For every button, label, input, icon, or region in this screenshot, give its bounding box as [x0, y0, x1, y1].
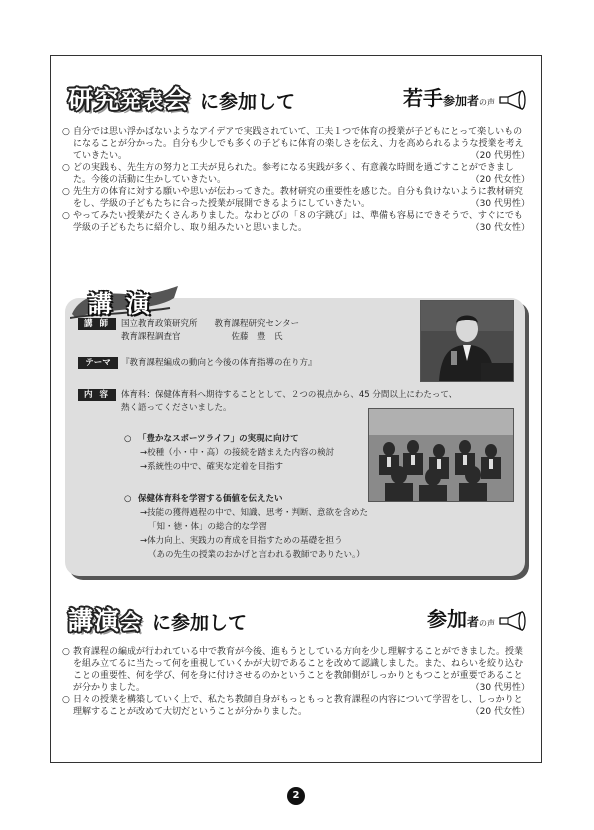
content-line: 熱く語ってくださいました。	[121, 403, 232, 413]
lecture-title: 講演	[88, 289, 164, 318]
point2-item: （あの先生の授業のおかげと言われる教師でありたい。）	[148, 550, 365, 560]
section1-title-part: 発表	[120, 88, 165, 113]
comment-attribution: （30 代男性）	[470, 683, 530, 693]
comment-text: 自分では思い浮かばないようなアイデアで実践されていて、工夫１つで体育の授業が子どもにとって楽しいものになることが分かった。自分も少しでも多くの子どもに体育の楽しさを伝え、力を高められるような授業を考えていきたい。	[73, 127, 524, 161]
point2-item: →体力向上、実践力の育成を目指すための基礎を担う	[140, 536, 343, 546]
comment-bullet: ○	[62, 187, 70, 197]
section2-title-part: 講演	[68, 606, 121, 635]
megaphone-icon	[498, 89, 528, 111]
lecture-theme: 『教育課程編成の動向と今後の体育指導の在り方』	[121, 358, 317, 368]
comment-attribution: （20 代男性）	[470, 151, 530, 161]
section2-title	[68, 601, 142, 637]
comment-item	[62, 646, 530, 694]
content-line: 体育科：保健体育科へ期待することとして、２つの視点から、45 分間以上にわたって、	[121, 390, 458, 400]
comment-text: どの実践も、先生方の努力と工夫が見られた。参考になる実践が多く、有意義な時間を過ごすことができました。今後の活動に生かしていきたい。	[73, 163, 514, 185]
lecturer-affiliation: 国立教育政策研究所 教育課程研究センター	[121, 319, 300, 329]
voice-mid-text: 者	[466, 615, 479, 629]
comment-attribution: （30 代男性）	[470, 199, 530, 209]
comment-text: 日々の授業を構築していく上で、私たち教師自身がもっともっと教育課程の内容について学習をし、しっかりと理解することが改めて大切だということが分かりました。	[73, 695, 523, 717]
section1-title	[68, 80, 190, 116]
section1-heading	[68, 80, 528, 120]
comment-attribution: （20 代女性）	[470, 707, 530, 717]
point1-title: 「豊かなスポーツライフ」の実現に向けて	[138, 434, 299, 444]
theme-tag: テーマ	[78, 357, 118, 369]
section1-comments	[62, 126, 530, 234]
comment-item	[62, 694, 530, 718]
point1-item: →校種（小・中・高）の接続を踏まえた内容の検討	[140, 448, 335, 458]
voice-mid-text: 参加者	[442, 94, 479, 108]
lecturer-tag: 講 師	[78, 318, 116, 330]
content-tag: 内 容	[78, 389, 116, 401]
lecturer-name: 教育課程調査官 佐藤 豊 氏	[121, 332, 283, 342]
comment-item	[62, 186, 530, 210]
comment-attribution: （30 代女性）	[470, 223, 530, 233]
comment-item	[62, 162, 530, 186]
comment-bullet: ○	[62, 695, 70, 705]
speaker-photo	[420, 300, 514, 382]
comment-bullet: ○	[62, 127, 70, 137]
point2-bullet: ○	[124, 494, 132, 504]
comment-bullet: ○	[62, 211, 70, 221]
voice-small-text: の声	[479, 98, 495, 107]
comment-bullet: ○	[62, 647, 70, 657]
point1-bullet: ○	[124, 434, 132, 444]
section2-comments	[62, 646, 530, 718]
section1-voice-label	[403, 82, 528, 111]
section1-subtitle: に参加して	[200, 91, 296, 113]
section1-title-part: 会	[164, 85, 191, 114]
section2-title-part: 会	[120, 609, 143, 634]
comment-item	[62, 126, 530, 162]
megaphone-icon	[498, 610, 528, 632]
comment-text: 教育課程の編成が行われている中で教育が今後、進もうとしている方向を少し理解することができました。授業を組み立てるに当たって何を重視していくかが大切であることを改めて認識しました。また、ねらいを絞り込むことの重要性、何を学び、何を身に付けさせるのかということを教師側がしっかりともつことが重要であることが分かりました。	[73, 647, 524, 693]
comment-text: 先生方の体育に対する願いや思いが伝わってきた。教材研究の重要性を感じた。自分も負けないように教材研究をし、学級の子どもたちに合った授業が展開できるようにしていきたい。	[73, 187, 523, 209]
comment-bullet: ○	[62, 163, 70, 173]
voice-big-text: 若手	[402, 86, 443, 110]
comment-item	[62, 210, 530, 234]
section2-heading	[68, 601, 528, 641]
point2-title: 保健体育科を学習する価値を伝えたい	[138, 494, 283, 504]
audience-photo	[368, 408, 514, 502]
section2-subtitle: に参加して	[152, 612, 248, 634]
voice-big-text: 参加	[426, 607, 467, 631]
point2-item: →技能の獲得過程の中で、知識、思考・判断、意欲を含めた	[140, 508, 368, 518]
section2-voice-label	[427, 603, 528, 632]
point2-item: 「知・徳・体」の総合的な学習	[148, 522, 268, 532]
voice-small-text: の声	[479, 619, 495, 628]
section1-title-part: 研究	[68, 85, 121, 114]
comment-text: やってみたい授業がたくさんありました。なわとびの「８の字跳び」は、準備も容易にできそうで、すぐにでも学級の子どもたちに紹介し、取り組みたいと思いました。	[73, 211, 523, 233]
comment-attribution: （20 代女性）	[470, 175, 530, 185]
page-number: 2	[287, 787, 305, 805]
point1-item: →系統性の中で、確実な定着を目指す	[140, 462, 283, 472]
